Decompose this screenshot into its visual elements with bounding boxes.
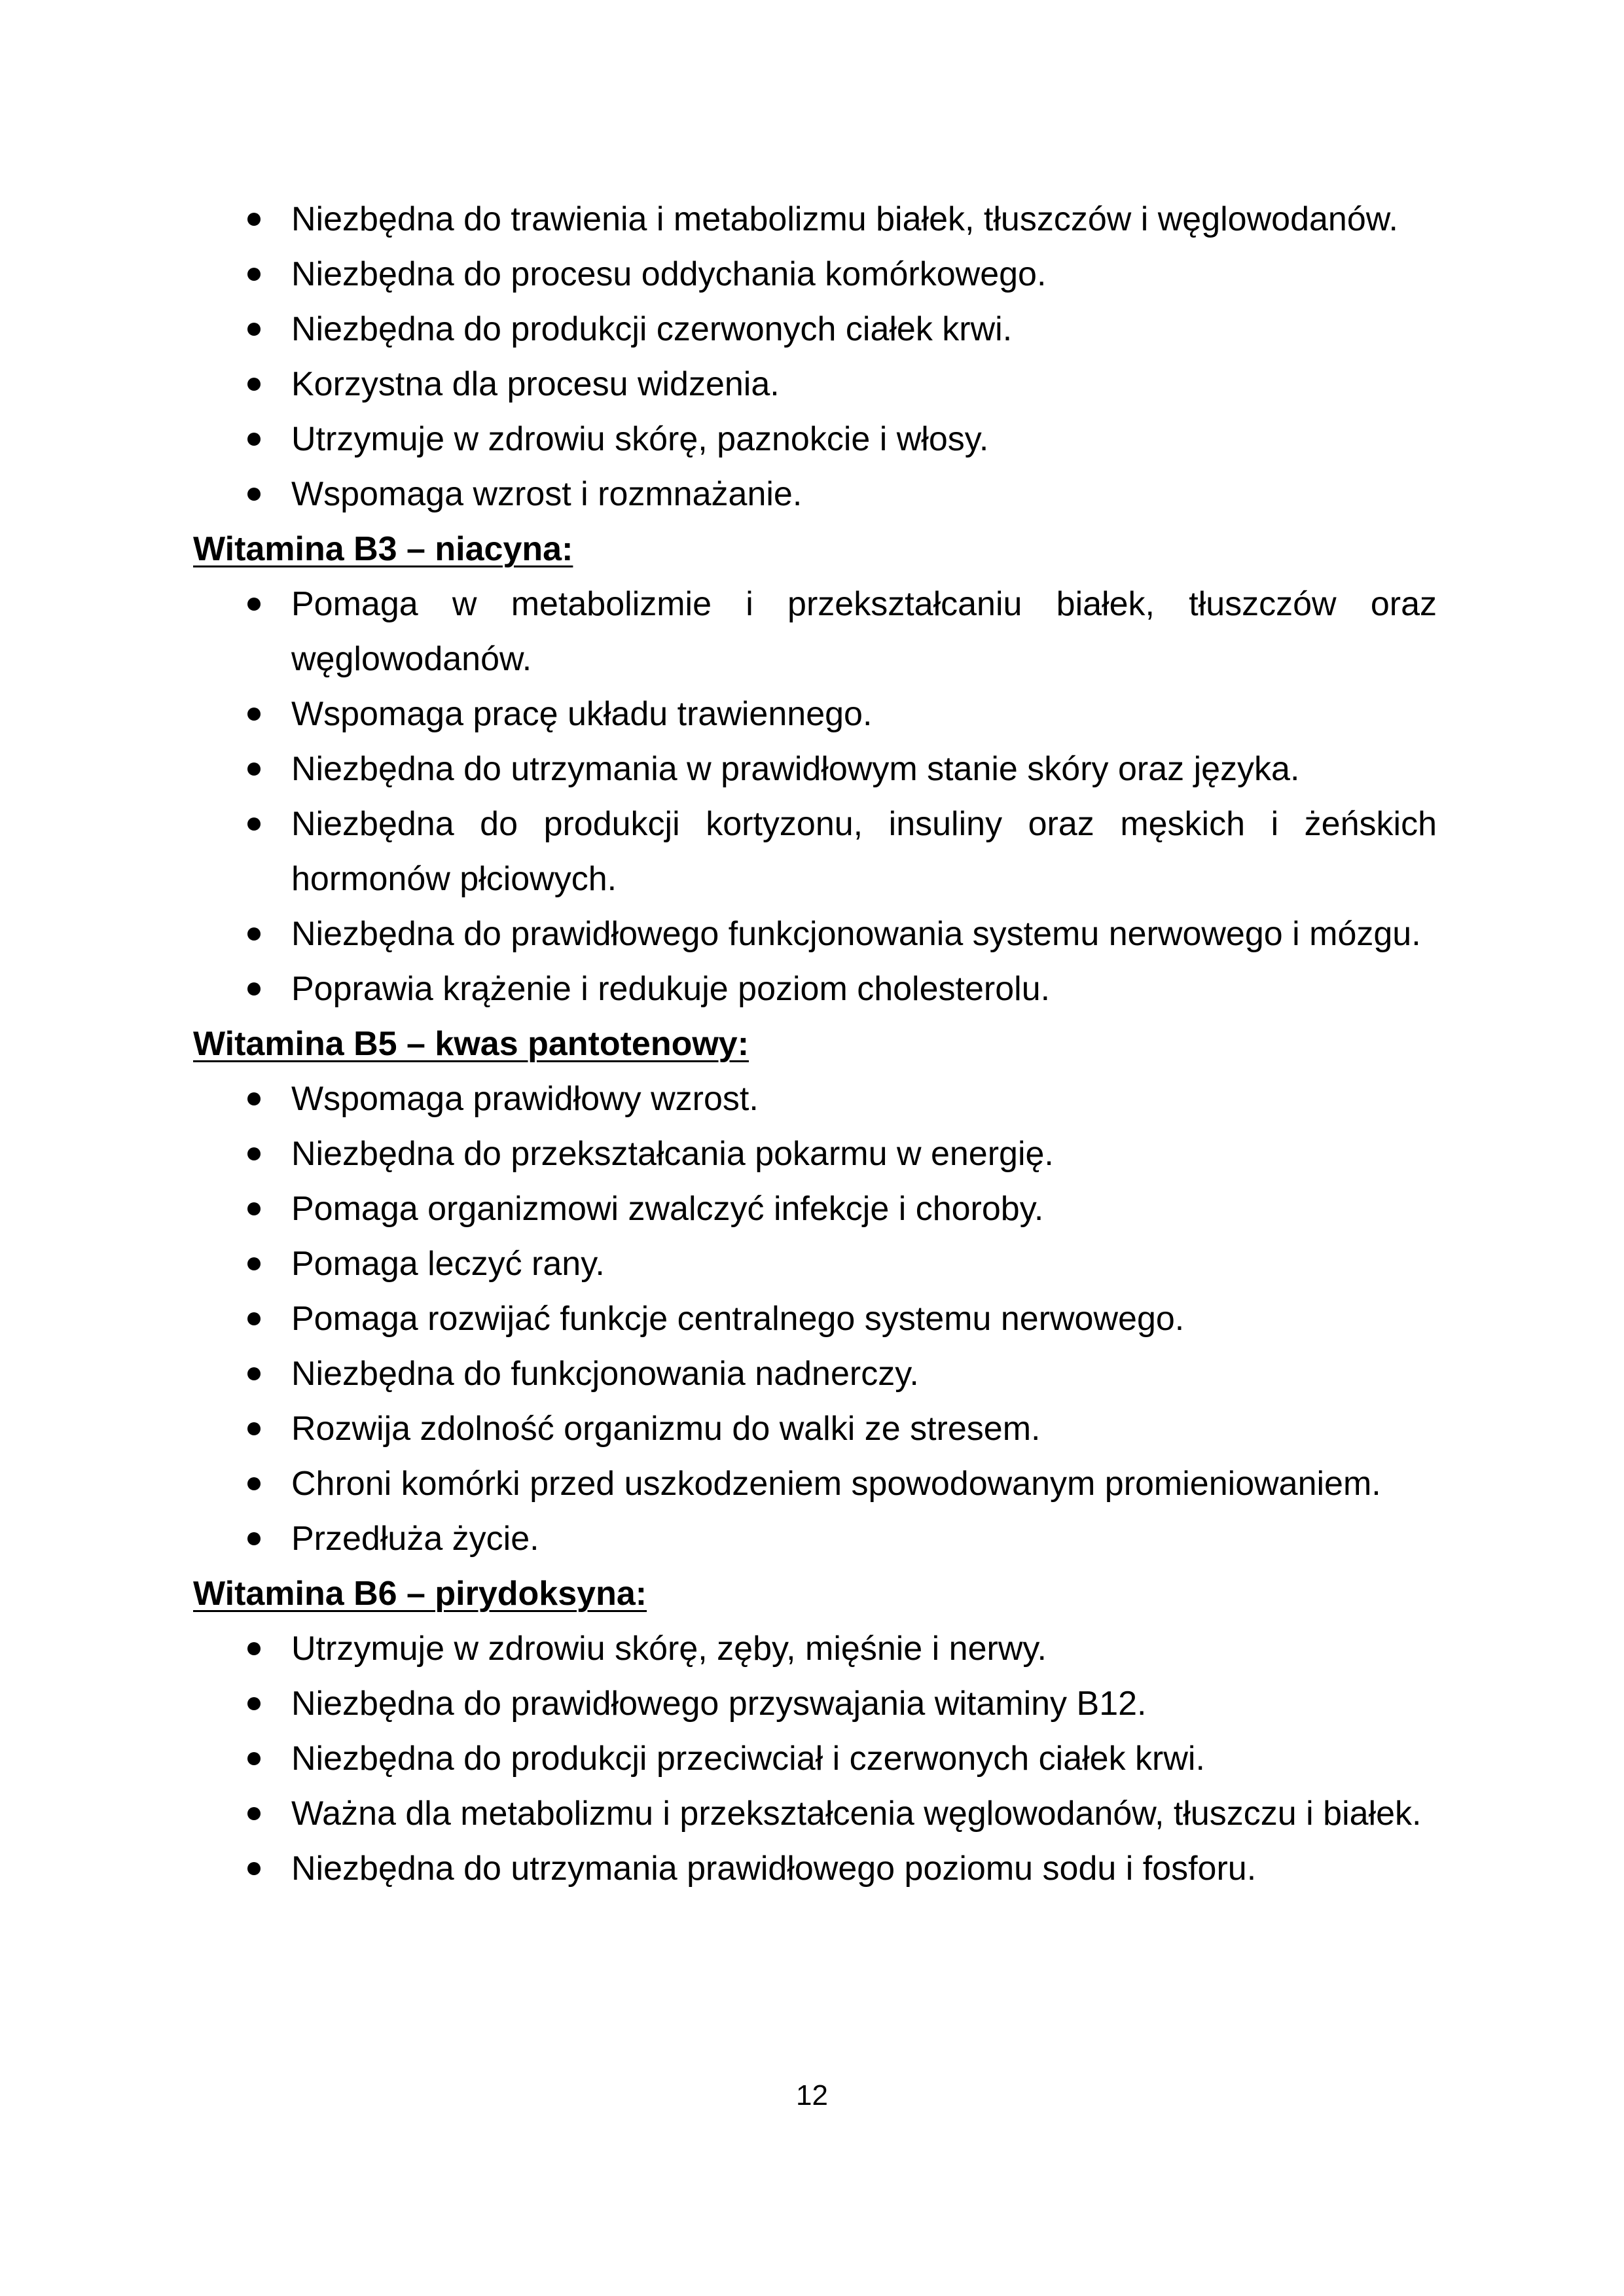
- list-item: [193, 961, 1437, 1016]
- list-item: [193, 247, 1437, 302]
- list-item-text: Pomaga leczyć rany.: [291, 1245, 605, 1283]
- bullet-icon: [247, 927, 261, 941]
- section-heading-b6: [193, 1566, 1437, 1621]
- list-item: [193, 687, 1437, 742]
- list-item-text: Niezbędna do prawidłowego przyswajania witaminy B12.: [291, 1685, 1147, 1723]
- bullet-icon: [247, 213, 261, 226]
- bullet-icon: [247, 1147, 261, 1160]
- bullet-icon: [247, 1367, 261, 1380]
- list-item-text: Pomaga organizmowi zwalczyć infekcje i choroby.: [291, 1190, 1044, 1228]
- list-item-text: Ważna dla metabolizmu i przekształcenia węglowodanów, tłuszczu i białek.: [291, 1795, 1422, 1833]
- list-item: [193, 412, 1437, 467]
- list-item: [193, 467, 1437, 522]
- list-item-text: Niezbędna do prawidłowego funkcjonowania systemu nerwowego i mózgu.: [291, 915, 1421, 953]
- list-item-text: Pomaga rozwijać funkcje centralnego systemu nerwowego.: [291, 1300, 1185, 1338]
- section-heading-b3: [193, 522, 1437, 577]
- list-item-text: Pomaga w metabolizmie i przekształcaniu białek, tłuszczów oraz węglowodanów.: [291, 585, 1437, 678]
- list-item: [193, 192, 1437, 247]
- list-item-text: Niezbędna do utrzymania prawidłowego poziomu sodu i fosforu.: [291, 1850, 1257, 1888]
- list-item-text: Poprawia krążenie i redukuje poziom cholesterolu.: [291, 970, 1051, 1008]
- list-item-text: Niezbędna do funkcjonowania nadnerczy.: [291, 1355, 919, 1393]
- list-item: [193, 1291, 1437, 1346]
- list-item-text: Niezbędna do produkcji kortyzonu, insuliny oraz męskich i żeńskich hormonów płciowych.: [291, 805, 1437, 898]
- list-item-text: Korzystna dla procesu widzenia.: [291, 365, 780, 403]
- list-item: [193, 1841, 1437, 1896]
- list-item: [193, 1126, 1437, 1181]
- list-item: [193, 1071, 1437, 1126]
- section-heading-text: Witamina B6 – pirydoksyna:: [193, 1575, 647, 1613]
- list-item-text: Chroni komórki przed uszkodzeniem spowodowanym promieniowaniem.: [291, 1465, 1381, 1503]
- bullet-icon: [247, 378, 261, 391]
- bullet-icon: [247, 323, 261, 336]
- list-item: [193, 1786, 1437, 1841]
- list-item: [193, 742, 1437, 797]
- list-item-text: Niezbędna do przekształcania pokarmu w energię.: [291, 1135, 1054, 1173]
- bullet-icon: [247, 488, 261, 501]
- list-item: [193, 1236, 1437, 1291]
- list-item: [193, 1676, 1437, 1731]
- bullet-icon: [247, 1257, 261, 1270]
- section-heading-text: Witamina B5 – kwas pantotenowy:: [193, 1025, 749, 1063]
- list-item: [193, 906, 1437, 961]
- intro-bullet-list: [193, 192, 1437, 522]
- bullet-icon: [247, 598, 261, 611]
- list-item: [193, 1456, 1437, 1511]
- list-item: [193, 577, 1437, 687]
- list-item-text: Utrzymuje w zdrowiu skórę, zęby, mięśnie i nerwy.: [291, 1630, 1047, 1668]
- list-item-text: Wspomaga prawidłowy wzrost.: [291, 1080, 759, 1118]
- b3-bullet-list: [193, 577, 1437, 1016]
- bullet-icon: [247, 433, 261, 446]
- b5-bullet-list: [193, 1071, 1437, 1566]
- bullet-icon: [247, 1312, 261, 1325]
- list-item: [193, 1621, 1437, 1676]
- bullet-icon: [247, 1807, 261, 1820]
- list-item: [193, 302, 1437, 357]
- list-item: [193, 1346, 1437, 1401]
- list-item-text: Niezbędna do produkcji czerwonych ciałek krwi.: [291, 310, 1013, 348]
- bullet-icon: [247, 1532, 261, 1545]
- bullet-icon: [247, 1697, 261, 1710]
- list-item-text: Niezbędna do utrzymania w prawidłowym stanie skóry oraz języka.: [291, 750, 1300, 788]
- section-heading-text: Witamina B3 – niacyna:: [193, 530, 573, 568]
- bullet-icon: [247, 762, 261, 776]
- bullet-icon: [247, 1752, 261, 1765]
- bullet-icon: [247, 1477, 261, 1490]
- bullet-icon: [247, 268, 261, 281]
- list-item-text: Wspomaga wzrost i rozmnażanie.: [291, 475, 803, 513]
- list-item-text: Niezbędna do produkcji przeciwciał i czerwonych ciałek krwi.: [291, 1740, 1205, 1778]
- bullet-icon: [247, 1422, 261, 1435]
- list-item: [193, 357, 1437, 412]
- list-item: [193, 1181, 1437, 1236]
- b6-bullet-list: [193, 1621, 1437, 1896]
- list-item: [193, 797, 1437, 906]
- list-item-text: Niezbędna do trawienia i metabolizmu białek, tłuszczów i węglowodanów.: [291, 200, 1398, 238]
- bullet-icon: [247, 1862, 261, 1875]
- page-number: 12: [796, 2079, 828, 2111]
- bullet-icon: [247, 982, 261, 996]
- bullet-icon: [247, 1642, 261, 1655]
- bullet-icon: [247, 1202, 261, 1215]
- bullet-icon: [247, 817, 261, 831]
- bullet-icon: [247, 1092, 261, 1105]
- list-item: [193, 1731, 1437, 1786]
- list-item: [193, 1511, 1437, 1566]
- list-item-text: Przedłuża życie.: [291, 1520, 539, 1558]
- bullet-icon: [247, 708, 261, 721]
- list-item: [193, 1401, 1437, 1456]
- list-item-text: Wspomaga pracę układu trawiennego.: [291, 695, 873, 733]
- list-item-text: Utrzymuje w zdrowiu skórę, paznokcie i włosy.: [291, 420, 989, 458]
- page-content: [193, 192, 1437, 1896]
- list-item-text: Rozwija zdolność organizmu do walki ze stresem.: [291, 1410, 1041, 1448]
- section-heading-b5: [193, 1016, 1437, 1071]
- list-item-text: Niezbędna do procesu oddychania komórkowego.: [291, 255, 1047, 293]
